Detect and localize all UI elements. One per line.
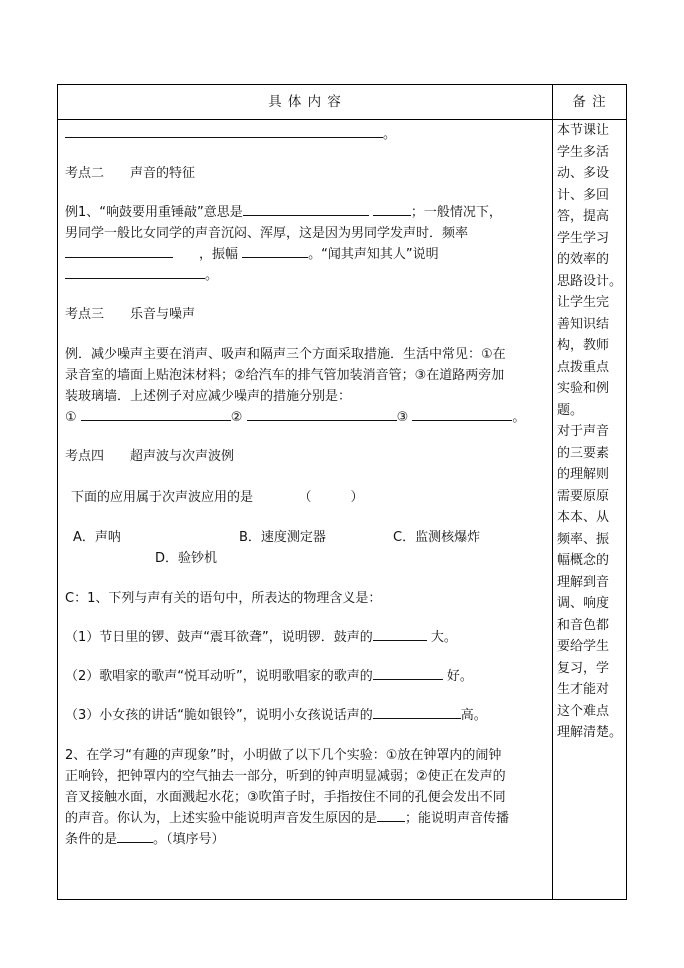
notes-line: 理解清楚。 <box>557 725 623 740</box>
question2-line2: 正响铃，把钟罩内的空气抽去一部分，听到的钟声明显减弱；②使正在发声的 <box>65 769 506 784</box>
statement-3: （3）小女孩的讲话“脆如银铃”，说明小女孩说话声的 高。 <box>65 704 487 723</box>
notes-line: 和音色都 <box>557 617 610 633</box>
example1-line2: 男同学一般比女同学的声音沉闷、浑厚，这是因为男同学发声时．频率 <box>65 226 469 241</box>
notes-line: 的三要素 <box>557 445 610 461</box>
example1-line1: 例1、“响鼓要用重锤敲”意思是 ；一般情况下， <box>65 201 502 220</box>
notes-line: 理解到音 <box>557 574 610 590</box>
notes-line: 点拨重点 <box>557 359 610 375</box>
section-c-intro: C：1、下列与声有关的语句中，所表达的物理含义是： <box>65 591 382 606</box>
question2-line1: 2、在学习“有趣的声现象”时，小明做了以下几个实验：①放在钟罩内的闹钟 <box>65 748 502 763</box>
notes-line: 生才能对 <box>557 682 610 697</box>
example2-line1: 例．减少噪声主要在消声、吸声和隔声三个方面采取措施．生活中常见：①在 <box>65 347 506 362</box>
notes-line: 对于声音 <box>557 424 610 439</box>
header-main: 具 体 内 容 <box>268 94 342 110</box>
answer-line-0: 。 <box>65 123 396 142</box>
notes-line: 学生学习 <box>557 230 610 246</box>
notes-line: 的效率的 <box>557 252 610 267</box>
example1-line4: 。 <box>65 264 218 283</box>
notes-line: 这个难点 <box>557 703 610 719</box>
header-divider <box>58 119 626 120</box>
notes-line: 复习，学 <box>557 660 610 676</box>
kaodian3-title: 考点三 乐音与噪声 <box>65 307 196 322</box>
option-b: B．速度测定器 <box>239 530 326 545</box>
column-divider <box>552 85 553 899</box>
notes-line: 需要原原 <box>557 488 610 504</box>
notes-line: 频率、振 <box>557 531 610 547</box>
notes-line: 的理解则 <box>557 467 610 482</box>
notes-line: 幅概念的 <box>557 553 610 568</box>
notes-line: 本节课让 <box>557 123 610 138</box>
question2-line3: 音叉接触水面，水面溅起水花；③吹笛子时，手指按住不同的孔便会发出不同 <box>65 790 506 805</box>
notes-column <box>557 120 623 744</box>
example2-line2: 录音室的墙面上贴泡沫材料；②给汽车的排气管加装消音管；③在道路两旁加 <box>65 368 505 383</box>
notes-line: 思路设计。 <box>557 273 623 289</box>
question-infrasound: 下面的应用属于次声波应用的是 （ ） <box>71 490 364 505</box>
question2-line4: 的声音。你认为，上述实验中能说明声音发生原因的是 ；能说明声音传播 <box>65 807 509 826</box>
notes-line: 善知识结 <box>557 316 610 332</box>
example2-line3: 装玻璃墙．上述例子对应减少噪声的措施分别是： <box>65 389 352 404</box>
notes-line: 本本、从 <box>557 510 610 525</box>
notes-line: 构，教师 <box>557 338 610 353</box>
option-c: C．监测核爆炸 <box>393 530 481 545</box>
notes-line: 学生多活 <box>557 144 610 160</box>
notes-line: 动、多设 <box>557 166 610 181</box>
statement-2: （2）歌唱家的歌声“悦耳动听”，说明歌唱家的歌声的 好。 <box>65 665 473 684</box>
notes-line: 答，提高 <box>557 209 610 224</box>
option-d: D．验钞机 <box>155 551 218 566</box>
kaodian2-title: 考点二 声音的特征 <box>65 166 196 181</box>
notes-line: 让学生完 <box>557 295 610 310</box>
option-a: A．声呐 <box>73 530 121 545</box>
question2-line5: 条件的是 。（填序号） <box>65 828 225 847</box>
notes-line: 要给学生 <box>557 639 610 654</box>
notes-line: 计、多回 <box>557 187 610 203</box>
example2-line4: ① ② ③ 。 <box>65 406 525 425</box>
notes-line: 实验和例 <box>557 381 610 396</box>
kaodian4-title: 考点四 超声波与次声波例 <box>65 449 235 464</box>
notes-line: 题。 <box>557 402 584 418</box>
example1-line3: ，振幅 。“闻其声知其人”说明 <box>65 243 439 262</box>
header-notes: 备 注 <box>572 94 607 110</box>
notes-line: 调、响度 <box>557 596 610 611</box>
statement-1: （1）节日里的锣、鼓声“震耳欲聋”，说明锣．鼓声的 大。 <box>65 626 457 645</box>
